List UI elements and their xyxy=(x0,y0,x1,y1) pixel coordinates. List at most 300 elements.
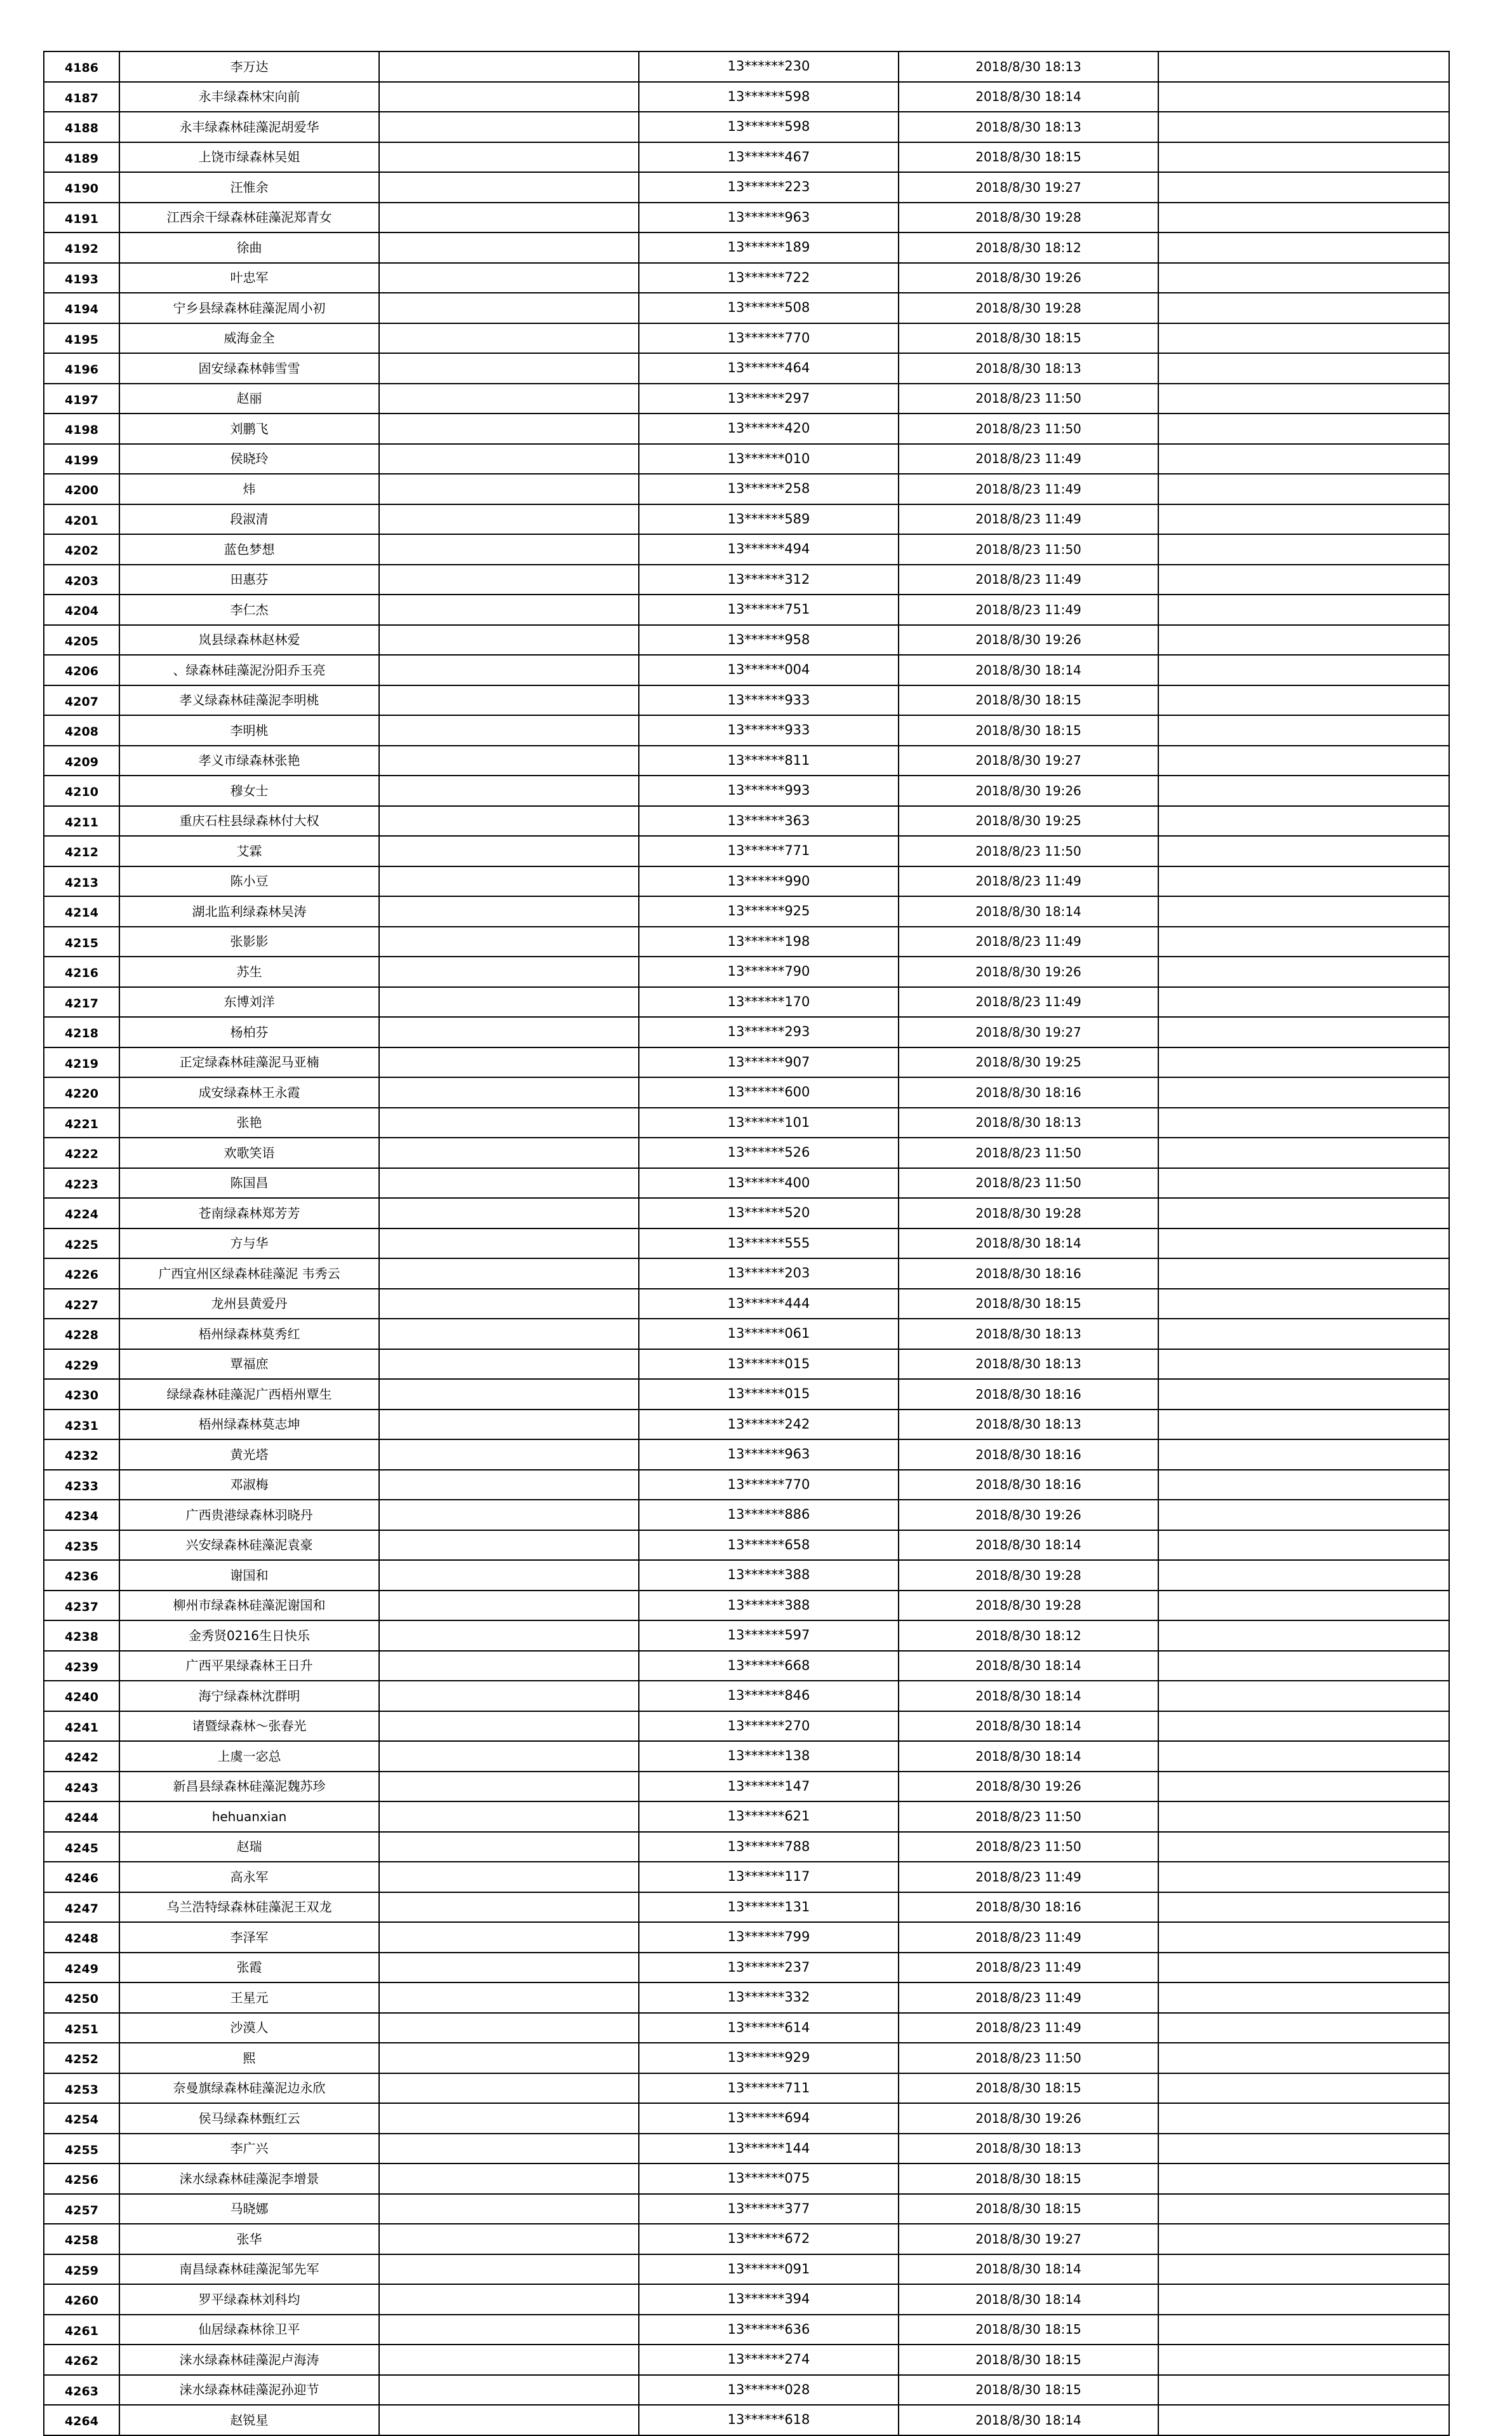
table-row xyxy=(44,2284,1449,2315)
blank-cell xyxy=(379,2405,639,2435)
phone-cell: 13******672 xyxy=(639,2224,899,2254)
name-cell: 苏生 xyxy=(119,957,379,987)
phone-cell: 13******258 xyxy=(639,474,899,504)
name-cell: 赵瑞 xyxy=(119,1832,379,1862)
blank-cell xyxy=(379,1892,639,1923)
row-number-cell: 4212 xyxy=(44,836,119,866)
name-cell: 上饶市绿森林吴姐 xyxy=(119,142,379,173)
name-cell: 宁乡县绿森林硅藻泥周小初 xyxy=(119,293,379,323)
blank-cell xyxy=(379,1681,639,1711)
phone-cell: 13******028 xyxy=(639,2375,899,2406)
blank-cell xyxy=(379,444,639,474)
name-cell: 绿绿森林硅藻泥广西梧州覃生 xyxy=(119,1379,379,1410)
phone-cell: 13******589 xyxy=(639,504,899,535)
name-cell: 马晓娜 xyxy=(119,2194,379,2224)
blank-cell xyxy=(379,896,639,927)
time-cell: 2018/8/23 11:50 xyxy=(899,1168,1158,1199)
table-row xyxy=(44,1319,1449,1349)
blank-cell xyxy=(379,82,639,112)
time-cell: 2018/8/30 18:12 xyxy=(899,1620,1158,1651)
time-cell: 2018/8/30 18:14 xyxy=(899,1530,1158,1561)
blank-cell xyxy=(379,323,639,354)
name-cell: 李泽军 xyxy=(119,1922,379,1953)
phone-cell: 13******621 xyxy=(639,1801,899,1832)
blank-cell xyxy=(379,1470,639,1500)
blank-cell xyxy=(379,474,639,504)
table-row xyxy=(44,1711,1449,1742)
row-number-cell: 4204 xyxy=(44,595,119,625)
blank-cell xyxy=(1158,2194,1449,2224)
time-cell: 2018/8/30 18:14 xyxy=(899,1651,1158,1681)
blank-cell xyxy=(379,1198,639,1228)
name-cell: 广西平果绿森林王日升 xyxy=(119,1651,379,1681)
time-cell: 2018/8/23 11:50 xyxy=(899,836,1158,866)
time-cell: 2018/8/30 18:14 xyxy=(899,2405,1158,2435)
blank-cell xyxy=(379,263,639,293)
phone-cell: 13******614 xyxy=(639,2013,899,2043)
name-cell: 蓝色梦想 xyxy=(119,534,379,565)
row-number-cell: 4257 xyxy=(44,2194,119,2224)
row-number-cell: 4260 xyxy=(44,2284,119,2315)
name-cell: 涞水绿森林硅藻泥李增景 xyxy=(119,2163,379,2194)
blank-cell xyxy=(379,293,639,323)
row-number-cell: 4253 xyxy=(44,2073,119,2104)
time-cell: 2018/8/30 18:15 xyxy=(899,323,1158,354)
table-row xyxy=(44,896,1449,927)
time-cell: 2018/8/30 18:13 xyxy=(899,51,1158,82)
blank-cell xyxy=(379,715,639,746)
blank-cell xyxy=(1158,1017,1449,1047)
blank-cell xyxy=(1158,203,1449,233)
name-cell: 张影影 xyxy=(119,927,379,957)
row-number-cell: 4228 xyxy=(44,1319,119,1349)
row-number-cell: 4200 xyxy=(44,474,119,504)
row-number-cell: 4190 xyxy=(44,172,119,203)
row-number-cell: 4191 xyxy=(44,203,119,233)
name-cell: 苍南绿森林郑芳芳 xyxy=(119,1198,379,1228)
blank-cell xyxy=(379,1711,639,1742)
time-cell: 2018/8/30 19:26 xyxy=(899,2103,1158,2134)
table-row xyxy=(44,2043,1449,2073)
phone-cell: 13******799 xyxy=(639,1922,899,1953)
blank-cell xyxy=(1158,1379,1449,1410)
table-row xyxy=(44,685,1449,716)
row-number-cell: 4247 xyxy=(44,1892,119,1923)
table-row xyxy=(44,1168,1449,1199)
blank-cell xyxy=(379,232,639,263)
phone-cell: 13******694 xyxy=(639,2103,899,2134)
time-cell: 2018/8/30 19:26 xyxy=(899,1772,1158,1802)
blank-cell xyxy=(1158,746,1449,776)
blank-cell xyxy=(379,1108,639,1138)
blank-cell xyxy=(1158,2134,1449,2164)
table-row xyxy=(44,1439,1449,1470)
row-number-cell: 4233 xyxy=(44,1470,119,1500)
blank-cell xyxy=(379,2134,639,2164)
row-number-cell: 4262 xyxy=(44,2345,119,2375)
row-number-cell: 4209 xyxy=(44,746,119,776)
time-cell: 2018/8/30 18:15 xyxy=(899,2073,1158,2104)
blank-cell xyxy=(1158,1168,1449,1199)
blank-cell xyxy=(1158,1410,1449,1440)
table-row xyxy=(44,776,1449,806)
row-number-cell: 4218 xyxy=(44,1017,119,1047)
blank-cell xyxy=(1158,2284,1449,2315)
time-cell: 2018/8/30 19:26 xyxy=(899,1500,1158,1530)
phone-cell: 13******223 xyxy=(639,172,899,203)
table-row xyxy=(44,2163,1449,2194)
time-cell: 2018/8/23 11:49 xyxy=(899,927,1158,957)
row-number-cell: 4208 xyxy=(44,715,119,746)
table-row xyxy=(44,1258,1449,1289)
time-cell: 2018/8/23 11:49 xyxy=(899,1982,1158,2013)
table-row xyxy=(44,1530,1449,1561)
blank-cell xyxy=(379,2194,639,2224)
phone-cell: 13******600 xyxy=(639,1077,899,1108)
table-row xyxy=(44,1379,1449,1410)
blank-cell xyxy=(379,655,639,685)
table-row xyxy=(44,384,1449,414)
row-number-cell: 4264 xyxy=(44,2405,119,2435)
table-row xyxy=(44,595,1449,625)
blank-cell xyxy=(1158,293,1449,323)
blank-cell xyxy=(1158,1892,1449,1923)
phone-cell: 13******811 xyxy=(639,746,899,776)
table-row xyxy=(44,1591,1449,1621)
row-number-cell: 4230 xyxy=(44,1379,119,1410)
phone-cell: 13******144 xyxy=(639,2134,899,2164)
blank-cell xyxy=(379,746,639,776)
phone-cell: 13******274 xyxy=(639,2345,899,2375)
row-number-cell: 4246 xyxy=(44,1862,119,1892)
table-row xyxy=(44,987,1449,1018)
blank-cell xyxy=(1158,1319,1449,1349)
table-row xyxy=(44,82,1449,112)
row-number-cell: 4226 xyxy=(44,1258,119,1289)
table-row xyxy=(44,1198,1449,1228)
name-cell: 威海金全 xyxy=(119,323,379,354)
table-row xyxy=(44,1077,1449,1108)
row-number-cell: 4193 xyxy=(44,263,119,293)
name-cell: 广西宜州区绿森林硅藻泥 韦秀云 xyxy=(119,1258,379,1289)
blank-cell xyxy=(1158,1500,1449,1530)
name-cell: 龙州县黄爱丹 xyxy=(119,1289,379,1319)
time-cell: 2018/8/23 11:50 xyxy=(899,2043,1158,2073)
name-cell: 东博刘洋 xyxy=(119,987,379,1018)
name-cell: 汪惟余 xyxy=(119,172,379,203)
row-number-cell: 4258 xyxy=(44,2224,119,2254)
table-row xyxy=(44,2103,1449,2134)
time-cell: 2018/8/23 11:49 xyxy=(899,1953,1158,1983)
row-number-cell: 4219 xyxy=(44,1047,119,1078)
table-row xyxy=(44,1560,1449,1591)
row-number-cell: 4198 xyxy=(44,414,119,444)
time-cell: 2018/8/30 19:28 xyxy=(899,1198,1158,1228)
table-row xyxy=(44,2254,1449,2285)
blank-cell xyxy=(379,1319,639,1349)
table-row xyxy=(44,1982,1449,2013)
blank-cell xyxy=(1158,1439,1449,1470)
name-cell: 张艳 xyxy=(119,1108,379,1138)
time-cell: 2018/8/30 18:15 xyxy=(899,2345,1158,2375)
blank-cell xyxy=(379,1530,639,1561)
blank-cell xyxy=(379,1017,639,1047)
blank-cell xyxy=(1158,1832,1449,1862)
time-cell: 2018/8/30 18:14 xyxy=(899,1681,1158,1711)
blank-cell xyxy=(379,2073,639,2104)
time-cell: 2018/8/23 11:50 xyxy=(899,414,1158,444)
table-row xyxy=(44,1892,1449,1923)
blank-cell xyxy=(1158,806,1449,837)
phone-cell: 13******658 xyxy=(639,1530,899,1561)
blank-cell xyxy=(379,1500,639,1530)
blank-cell xyxy=(379,414,639,444)
row-number-cell: 4211 xyxy=(44,806,119,837)
row-number-cell: 4263 xyxy=(44,2375,119,2406)
table-row xyxy=(44,1349,1449,1380)
blank-cell xyxy=(1158,82,1449,112)
row-number-cell: 4188 xyxy=(44,112,119,142)
phone-cell: 13******388 xyxy=(639,1560,899,1591)
blank-cell xyxy=(1158,1470,1449,1500)
name-cell: 侯马绿森林甄红云 xyxy=(119,2103,379,2134)
row-number-cell: 4227 xyxy=(44,1289,119,1319)
table-row xyxy=(44,746,1449,776)
name-cell: 重庆石柱县绿森林付大权 xyxy=(119,806,379,837)
blank-cell xyxy=(379,1439,639,1470)
phone-cell: 13******015 xyxy=(639,1349,899,1380)
blank-cell xyxy=(1158,414,1449,444)
blank-cell xyxy=(1158,1922,1449,1953)
phone-cell: 13******363 xyxy=(639,806,899,837)
table-row xyxy=(44,1801,1449,1832)
table-row xyxy=(44,293,1449,323)
phone-cell: 13******061 xyxy=(639,1319,899,1349)
name-cell: 李仁杰 xyxy=(119,595,379,625)
row-number-cell: 4207 xyxy=(44,685,119,716)
name-cell: 梧州绿森林莫志坤 xyxy=(119,1410,379,1440)
table-row xyxy=(44,2405,1449,2435)
table-row xyxy=(44,715,1449,746)
phone-cell: 13******790 xyxy=(639,957,899,987)
blank-cell xyxy=(1158,384,1449,414)
time-cell: 2018/8/30 19:26 xyxy=(899,776,1158,806)
time-cell: 2018/8/30 18:14 xyxy=(899,1741,1158,1772)
time-cell: 2018/8/30 18:15 xyxy=(899,2194,1158,2224)
blank-cell xyxy=(379,2013,639,2043)
phone-cell: 13******420 xyxy=(639,414,899,444)
blank-cell xyxy=(1158,1681,1449,1711)
blank-cell xyxy=(1158,534,1449,565)
name-cell: 赵锐星 xyxy=(119,2405,379,2435)
table-row xyxy=(44,1862,1449,1892)
table-row xyxy=(44,474,1449,504)
time-cell: 2018/8/30 18:13 xyxy=(899,2134,1158,2164)
blank-cell xyxy=(1158,565,1449,595)
table-row xyxy=(44,927,1449,957)
row-number-cell: 4255 xyxy=(44,2134,119,2164)
row-number-cell: 4256 xyxy=(44,2163,119,2194)
time-cell: 2018/8/23 11:49 xyxy=(899,1922,1158,1953)
table-row xyxy=(44,142,1449,173)
blank-cell xyxy=(1158,957,1449,987)
blank-cell xyxy=(379,836,639,866)
blank-cell xyxy=(1158,323,1449,354)
name-cell: 段淑清 xyxy=(119,504,379,535)
row-number-cell: 4243 xyxy=(44,1772,119,1802)
blank-cell xyxy=(1158,987,1449,1018)
row-number-cell: 4217 xyxy=(44,987,119,1018)
phone-cell: 13******722 xyxy=(639,263,899,293)
row-number-cell: 4248 xyxy=(44,1922,119,1953)
blank-cell xyxy=(1158,1651,1449,1681)
phone-cell: 13******131 xyxy=(639,1892,899,1923)
name-cell: 欢歌笑语 xyxy=(119,1138,379,1168)
table-row xyxy=(44,414,1449,444)
registration-table xyxy=(43,51,1450,2436)
row-number-cell: 4221 xyxy=(44,1108,119,1138)
name-cell: 涞水绿森林硅藻泥孙迎节 xyxy=(119,2375,379,2406)
name-cell: 梧州绿森林莫秀红 xyxy=(119,1319,379,1349)
row-number-cell: 4205 xyxy=(44,625,119,656)
blank-cell xyxy=(1158,1560,1449,1591)
row-number-cell: 4239 xyxy=(44,1651,119,1681)
name-cell: 江西余干绿森林硅藻泥郑青女 xyxy=(119,203,379,233)
blank-cell xyxy=(379,1168,639,1199)
time-cell: 2018/8/30 18:16 xyxy=(899,1077,1158,1108)
table-row xyxy=(44,565,1449,595)
name-cell: 陈国昌 xyxy=(119,1168,379,1199)
table-row xyxy=(44,1017,1449,1047)
blank-cell xyxy=(379,1047,639,1078)
blank-cell xyxy=(379,2315,639,2345)
table-row xyxy=(44,51,1449,82)
blank-cell xyxy=(379,776,639,806)
phone-cell: 13******508 xyxy=(639,293,899,323)
blank-cell xyxy=(1158,655,1449,685)
name-cell: 永丰绿森林宋向前 xyxy=(119,82,379,112)
blank-cell xyxy=(1158,1711,1449,1742)
time-cell: 2018/8/23 11:50 xyxy=(899,384,1158,414)
time-cell: 2018/8/30 18:13 xyxy=(899,353,1158,384)
name-cell: 海宁绿森林沈群明 xyxy=(119,1681,379,1711)
time-cell: 2018/8/30 18:15 xyxy=(899,142,1158,173)
row-number-cell: 4195 xyxy=(44,323,119,354)
phone-cell: 13******467 xyxy=(639,142,899,173)
blank-cell xyxy=(379,1922,639,1953)
name-cell: 张霞 xyxy=(119,1953,379,1983)
phone-cell: 13******555 xyxy=(639,1228,899,1259)
phone-cell: 13******101 xyxy=(639,1108,899,1138)
name-cell: 侯晓玲 xyxy=(119,444,379,474)
blank-cell xyxy=(1158,1108,1449,1138)
row-number-cell: 4229 xyxy=(44,1349,119,1380)
name-cell: 黄光塔 xyxy=(119,1439,379,1470)
row-number-cell: 4250 xyxy=(44,1982,119,2013)
phone-cell: 13******091 xyxy=(639,2254,899,2285)
table-row xyxy=(44,1832,1449,1862)
phone-cell: 13******907 xyxy=(639,1047,899,1078)
blank-cell xyxy=(379,866,639,897)
phone-cell: 13******388 xyxy=(639,1591,899,1621)
blank-cell xyxy=(1158,625,1449,656)
name-cell: 兴安绿森林硅藻泥袁豪 xyxy=(119,1530,379,1561)
blank-cell xyxy=(379,1741,639,1772)
phone-cell: 13******933 xyxy=(639,715,899,746)
phone-cell: 13******015 xyxy=(639,1379,899,1410)
time-cell: 2018/8/30 18:15 xyxy=(899,2375,1158,2406)
blank-cell xyxy=(379,927,639,957)
time-cell: 2018/8/30 18:12 xyxy=(899,232,1158,263)
table-row xyxy=(44,2375,1449,2406)
name-cell: 涞水绿森林硅藻泥卢海涛 xyxy=(119,2345,379,2375)
table-row xyxy=(44,232,1449,263)
name-cell: 诸暨绿森林～张春光 xyxy=(119,1711,379,1742)
time-cell: 2018/8/30 19:25 xyxy=(899,806,1158,837)
name-cell: hehuanxian xyxy=(119,1801,379,1832)
blank-cell xyxy=(1158,1349,1449,1380)
row-number-cell: 4240 xyxy=(44,1681,119,1711)
blank-cell xyxy=(379,1077,639,1108)
time-cell: 2018/8/23 11:49 xyxy=(899,565,1158,595)
row-number-cell: 4186 xyxy=(44,51,119,82)
row-number-cell: 4236 xyxy=(44,1560,119,1591)
blank-cell xyxy=(379,1591,639,1621)
table-row xyxy=(44,1228,1449,1259)
phone-cell: 13******138 xyxy=(639,1741,899,1772)
blank-cell xyxy=(379,625,639,656)
name-cell: 新昌县绿森林硅藻泥魏苏珍 xyxy=(119,1772,379,1802)
blank-cell xyxy=(379,353,639,384)
blank-cell xyxy=(1158,1982,1449,2013)
blank-cell xyxy=(1158,2345,1449,2375)
name-cell: 固安绿森林韩雪雪 xyxy=(119,353,379,384)
time-cell: 2018/8/30 18:15 xyxy=(899,685,1158,716)
table-body xyxy=(44,51,1449,2435)
blank-cell xyxy=(379,142,639,173)
time-cell: 2018/8/30 18:16 xyxy=(899,1258,1158,1289)
blank-cell xyxy=(1158,2163,1449,2194)
time-cell: 2018/8/30 18:16 xyxy=(899,1439,1158,1470)
phone-cell: 13******230 xyxy=(639,51,899,82)
row-number-cell: 4210 xyxy=(44,776,119,806)
time-cell: 2018/8/30 18:15 xyxy=(899,1289,1158,1319)
name-cell: 孝义绿森林硅藻泥李明桃 xyxy=(119,685,379,716)
row-number-cell: 4187 xyxy=(44,82,119,112)
phone-cell: 13******400 xyxy=(639,1168,899,1199)
time-cell: 2018/8/23 11:49 xyxy=(899,504,1158,535)
table-row xyxy=(44,112,1449,142)
blank-cell xyxy=(379,685,639,716)
time-cell: 2018/8/23 11:50 xyxy=(899,1801,1158,1832)
name-cell: 正定绿森林硅藻泥马亚楠 xyxy=(119,1047,379,1078)
blank-cell xyxy=(379,1953,639,1983)
name-cell: 谢国和 xyxy=(119,1560,379,1591)
table-row xyxy=(44,1470,1449,1500)
name-cell: 邓淑梅 xyxy=(119,1470,379,1500)
row-number-cell: 4215 xyxy=(44,927,119,957)
time-cell: 2018/8/30 18:15 xyxy=(899,715,1158,746)
row-number-cell: 4261 xyxy=(44,2315,119,2345)
time-cell: 2018/8/23 11:49 xyxy=(899,1862,1158,1892)
table-row xyxy=(44,2073,1449,2104)
blank-cell xyxy=(1158,1741,1449,1772)
blank-cell xyxy=(1158,836,1449,866)
blank-cell xyxy=(379,384,639,414)
table-row xyxy=(44,1922,1449,1953)
name-cell: 柳州市绿森林硅藻泥谢国和 xyxy=(119,1591,379,1621)
row-number-cell: 4213 xyxy=(44,866,119,897)
